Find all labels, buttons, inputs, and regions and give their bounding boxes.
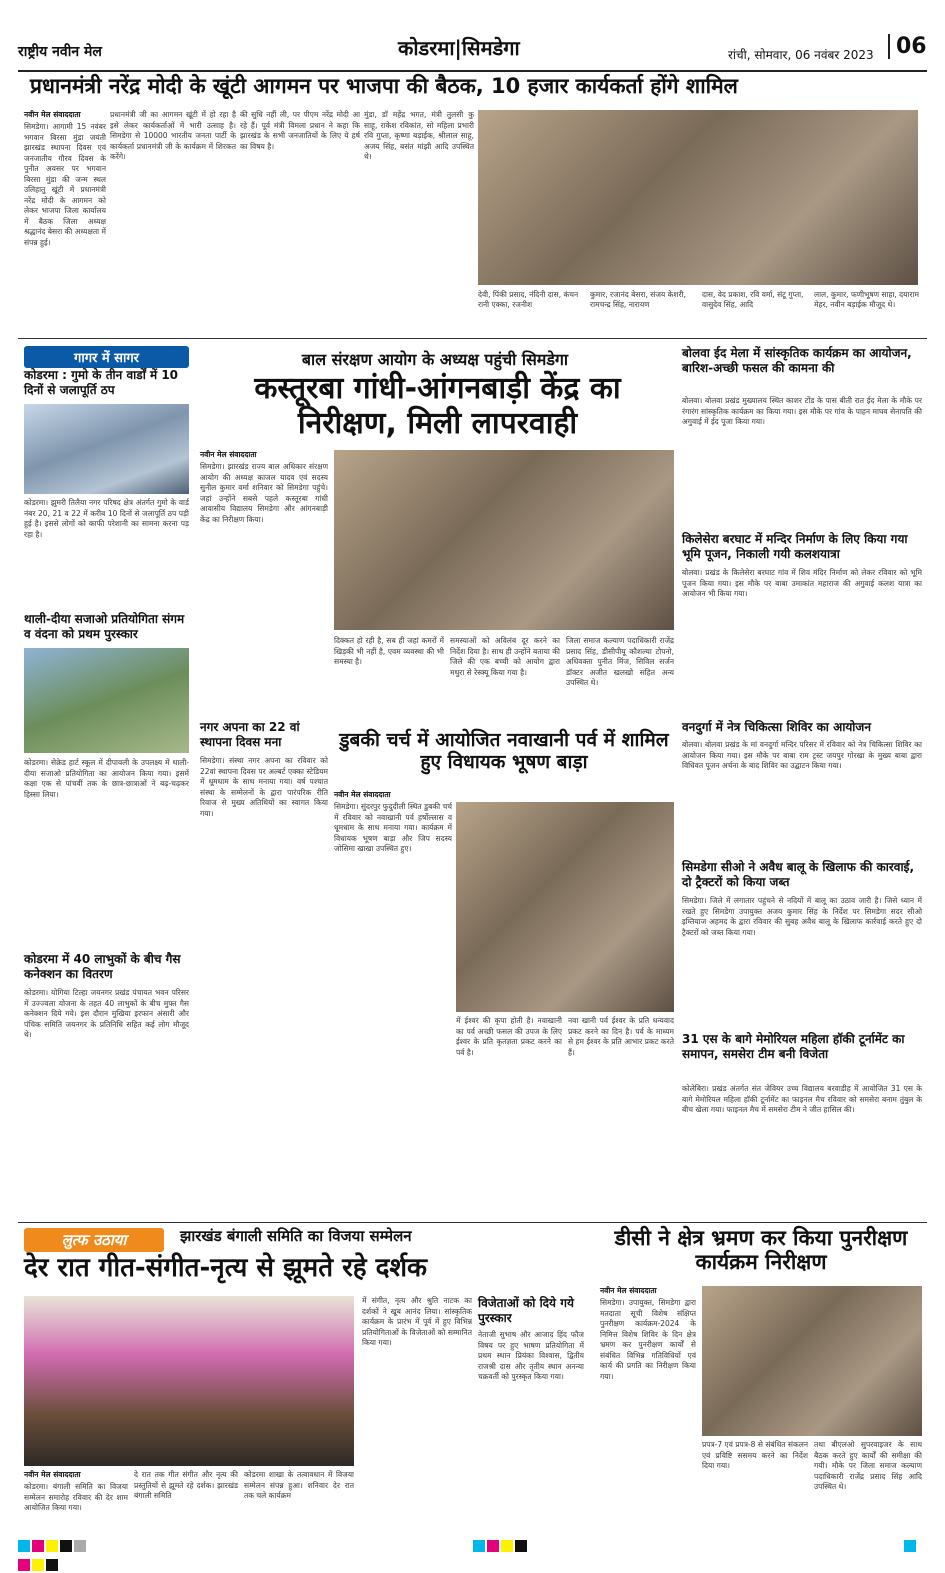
right-story-5-headline: 31 एस के बागे मेमोरियल महिला हॉकी टूर्नामेंट का समापन, समसेरा टीम बनी विजेता bbox=[682, 1032, 905, 1061]
center-text-1: सिमडेगा। झारखंड राज्य बाल अधिकार संरक्षण आयोग की अध्यक्ष काजल यादव एवं सदस्य सुनील कुमार वर्मा शनिवार को सिमडेगा पहुंचे। जहां उन्होंने सबसे पहले कस्तूरबा गांधी आवासीय विद्यालय सिमडेगा और आंगनबाड़ी केंद्र का निरीक्षण किया। bbox=[200, 462, 328, 524]
section-title: कोडरमा|सिमडेगा bbox=[398, 36, 520, 60]
bottom-right-text-2: प्रपत्र-7 एवं प्रपत्र-8 से संबंधित संकलन एवं प्रविष्टि ससमय करने का निर्देश दिया गया। bbox=[702, 1440, 808, 1470]
left-story-3-headline: कोडरमा में 40 लाभुकों के बीच गैस कनेक्शन का वितरण bbox=[24, 952, 181, 981]
right-story-1-headline: बोलवा ईद मेला में सांस्कृतिक कार्यक्रम का आयोजन, बारिश-अच्छी फसल की कामना की bbox=[682, 346, 912, 375]
bottom-left-subhead: झारखंड बंगाली समिति का विजया सम्मेलन bbox=[180, 1227, 412, 1245]
lead-col-2: प्रधानमंत्री जी का आगमन खूंटी में हो रहा है इसे लेकर कार्यकर्ताओं में भारी उत्साह है। सिमडेगा से 10000 भारतीय जनता पार्टी के कार्यकर्ता प्रधानमंत्री जी के कार्यक्रम में शिरकत करेंगे। bbox=[110, 110, 236, 161]
right-story-3-headline: वनदुर्गा में नेत्र चिकित्सा शिविर का आयोजन bbox=[682, 720, 871, 734]
bottom-left-byline: नवीन मेल संवाददाता bbox=[24, 1470, 81, 1479]
lead-caption-2: कुमार, रजानंद बेसरा, संजय केशरी, रामचन्द्र सिंह, नारायण bbox=[590, 290, 686, 309]
bottom-left-kicker: लुत्फ उठाया bbox=[24, 1228, 164, 1252]
bottom-right-text-1: सिमडेगा। उपायुक्त, सिमडेगा द्वारा मतदाता सूची विशेष संक्षिप्त पुनरीक्षण कार्यक्रम-2024 के निमित्त विशेष शिविर के दिन क्षेत्र भ्रमण कर पुनरीक्षण कार्यों से संबंधित विभिन्न गतिविधियों एवं कार्य की प्रगति का निरीक्षण किया गया। bbox=[600, 1298, 696, 1381]
lead-col-1: सिमडेगा। आगामी 15 नवंबर भगवान बिरसा मुंडा जयंती झारखंड स्थापना दिवस एवं जनजातीय गौरव दिवस के पुनीत अवसर पर भगवान बिरसा मुंडा की जन्म स्थल उलिहातु खूंटी में प्रधानमंत्री नरेंद्र मोदी के आगमन को लेकर भाजपा जिला कार्यालय में बैठक जिला अध्यक्ष श्रद्धानंद बेसरा की अध्यक्षता में संपन्न हुई। bbox=[24, 122, 106, 247]
bottom-left-text-2: दे रात तक गीत संगीत और नृत्य की प्रस्तुतियों से झूमते रहे दर्शक। झारखंड बंगाली समिति bbox=[134, 1470, 238, 1500]
masthead bbox=[18, 30, 927, 72]
bottom-right-headline: डीसी ने क्षेत्र भ्रमण कर किया पुनरीक्षण कार्यक्रम निरीक्षण bbox=[614, 1226, 908, 1275]
bottom-left-headline: देर रात गीत-संगीत-नृत्य से झूमते रहे दर्शक bbox=[24, 1253, 428, 1283]
bottom-left-text-4: में संगीत, नृत्य और श्रुति नाटक का दर्शकों ने खूब आनंद लिया। सांस्कृतिक कार्यक्रम के प्रारंभ में पूर्व में हुए विभिन्न प्रतियोगिताओं के विजेताओं को सम्मानित किया गया। bbox=[362, 1296, 472, 1347]
center-text-4: जिला समाज कल्याण पदाधिकारी राजेंद्र प्रसाद सिंह, डीसीपीयू कौशल्या टोपनो, अधिवक्ता पुनीत मिंज, सिविल सर्जन डॉक्टर अजीत खलखो सहित अन्य उपस्थित थे। bbox=[566, 636, 674, 687]
right-story-5-text: कोलेबिरा। प्रखंड अंतर्गत संत जेवियर उच्च विद्यालय बरवाडीह में आयोजित 31 एस के बागे मेमोरियल महिला हॉकी टूर्नामेंट का फाइनल मैच रविवार को समसेरा बनाम तुंबुल के बीच खेला गया। फाइनल मैच में समसेरा टीम ने जीत हासिल की। bbox=[682, 1084, 922, 1114]
church-text-3: नवा खानी पर्व ईश्वर के प्रति धन्यवाद प्रकट करने का दिन है। पर्व के माध्यम से हम ईश्वर के प्रति आभार प्रकट करते हैं। bbox=[568, 1016, 674, 1057]
issue-date: रांची, सोमवार, 06 नवंबर 2023 bbox=[728, 48, 874, 62]
lead-caption-1: देवी, पिंकी प्रसाद, नंदिनी दास, कंचन रानी एक्का, रजनीश bbox=[478, 290, 579, 309]
color-register-band bbox=[18, 1535, 927, 1551]
center-story-2-text: सिमडेगा। संस्था नगर अपना का रविवार को 22वां स्थापना दिवस पर अल्बर्ट एक्का स्टेडियम में धूमधाम के साथ मनाया गया। वर्ष पश्चात संस्था के सम्मेलनों के द्वारा पारंपरिक रीति रिवाज से मुख्य अतिथियों का स्वागत किया गया। bbox=[200, 756, 328, 818]
center-text-3: समस्याओं को अविलंब दूर करने का निर्देश दिया है। साथ ही उन्होंने बताया की जिले की एक बच्ची को आयोग द्वारा मथुरा से रेस्क्यू किया गया है। bbox=[450, 636, 560, 677]
left-story-1-headline: कोडरमा : गुमो के तीन वार्डों में 10 दिनों से जलापूर्ति ठप bbox=[24, 368, 179, 397]
lead-col-3: की सुधि नहीं ली, पर पीएम नरेंद्र मोदी आ रहे हैं। पूर्व मंत्री विमला प्रधान ने कहा कि झारखंड के सभी जनजातियों के लिए ये हर्ष का विषय है। bbox=[240, 110, 360, 151]
right-story-2-text: बोलवा। प्रखंड के किलेसेरा बरघाट गांव में शिव मंदिर निर्माण को लेकर रविवार को भूमि पूजन किया गया। इस मौके पर बाबा उमाकांत महाराज की अगुवाई कलश यात्रा का आयोजन भी किया गया। bbox=[682, 568, 922, 598]
water-tank-photo bbox=[24, 404, 189, 494]
newspaper-logo: राष्ट्रीय नवीन मेल bbox=[18, 44, 102, 60]
left-story-2-text: कोडरमा। सेक्रेड हार्ट स्कूल में दीपावली के उपलक्ष्य में थाली-दीया सजाओ प्रतियोगिता का आयोजन किया गया। इसमें कक्षा एक से पांचवीं तक के छात्र-छात्राओं ने बढ़-चढ़कर हिस्सा लिया। bbox=[24, 758, 189, 799]
lead-meeting-photo bbox=[478, 110, 918, 285]
bottom-right-byline: नवीन मेल संवाददाता bbox=[600, 1286, 657, 1295]
lead-headline: प्रधानमंत्री नरेंद्र मोदी के खूंटी आगमन पर भाजपा की बैठक, 10 हजार कार्यकर्ता होंगे शामिल bbox=[30, 74, 738, 98]
bottom-left-side-headline: विजेताओं को दिये गये पुरस्कार bbox=[478, 1296, 574, 1325]
right-story-2-headline: किलेसेरा बरघाट में मन्दिर निर्माण के लिए किया गया भूमि पूजन, निकाली गयी कलशयात्रा bbox=[682, 532, 908, 561]
dc-inspection-photo bbox=[702, 1286, 922, 1436]
bottom-left-text-1: कोडरमा। बंगाली समिति का विजया सम्मेलन समारोह रविवार की देर शाम आयोजित किया गया। bbox=[24, 1482, 128, 1512]
center-kicker: बाल संरक्षण आयोग के अध्यक्ष पहुंची सिमडेगा bbox=[200, 346, 670, 372]
church-text-1: सिमडेगा। सुंदरपुर फुदुदीली स्थित डुबकी चर्च में रविवार को नवाखानी पर्व हर्षोल्लास व धूमधाम के साथ मनाया गया। कार्यक्रम में विधायक भूषण बाड़ा और जिप सदस्य जोसिमा खाखा उपस्थित हुए। bbox=[334, 802, 452, 853]
inspection-photo bbox=[334, 450, 674, 630]
right-story-4-text: सिमडेगा। जिले में लगातार पहुंचने से नदियों में बालू का उठाव जारी है। जिसे ध्यान में रखते हुए सिमडेगा उपायुक्त अजय कुमार सिंह के निर्देश पर सिमडेगा सदर सीओ इम्तियाज अहमद के द्वारा रविवार की सुबह अवैध बालू के खिलाफ कार्रवाई करते हुए दो ट्रैक्टरों को जब्त किया गया। bbox=[682, 896, 922, 937]
divider bbox=[18, 338, 927, 339]
church-headline: डुबकी चर्च में आयोजित नवाखानी पर्व में शामिल हुए विधायक भूषण बाड़ा bbox=[339, 729, 669, 773]
church-byline: नवीन मेल संवाददाता bbox=[334, 790, 391, 799]
center-text-2: दिक्कत हो रही है, सब ही जहां कमरों में खिड़की भी नहीं है, एवम व्यवस्था की भी समस्या है। bbox=[334, 636, 444, 666]
left-story-1-text: कोडरमा। झुमरी तिलैया नगर परिषद क्षेत्र अंतर्गत गुमो के वार्ड नंबर 20, 21 व 22 में करीब 10 दिनों से जलापूर्ति ठप पड़ी हुई है। इससे लोगों को काफी परेशानी का सामना करना पड़ रहा है। bbox=[24, 498, 189, 539]
center-byline: नवीन मेल संवाददाता bbox=[200, 450, 257, 459]
left-story-2-headline: थाली-दीया सजाओ प्रतियोगिता संगम व वंदना को प्रथम पुरस्कार bbox=[24, 612, 185, 641]
church-photo bbox=[456, 802, 674, 1012]
lead-caption-4: लाल, कुमार, फणीभूषण साहा, दयाराम मेहर, नवीन बड़ाईक मौजूद थे। bbox=[814, 290, 919, 309]
right-story-1-text: बोलवा। बोलवा प्रखंड मुख्यालय स्थित काशर टोंड के पास बीती रात ईद मेला के मौके पर रंगारंग सांस्कृतिक कार्यक्रम का किया गया। इस मौके पर गांव के पाहन माघव सेनापति की अगुवाई में ईद पूजा किया गया। bbox=[682, 396, 922, 426]
students-photo bbox=[24, 648, 189, 753]
left-kicker: गागर में सागर bbox=[24, 346, 189, 368]
page-number: 06 bbox=[888, 34, 927, 59]
cultural-program-photo bbox=[24, 1296, 354, 1466]
right-story-3-text: बोलवा। बोलवा प्रखंड के मां वनदुर्गा मन्दिर परिसर में रविवार को नेत्र चिकित्सा शिविर का आयोजन किया गया। इस मौके पर बाबा राम ट्रस्ट जयपुर गोरखा के मुख्य बाबा द्वारा विधिवत पूजन अर्चना के बाद शिविर का उद्घाटन किया गया। bbox=[682, 740, 922, 770]
divider bbox=[18, 1222, 927, 1223]
church-text-2: में ईश्वर की कृपा होती है। नवाखानी का पर्व अच्छी फसल की उपज के लिए ईश्वर के प्रति कृतज्ञता प्रकट करने का पर्व है। bbox=[456, 1016, 562, 1057]
lead-byline: नवीन मेल संवाददाता bbox=[24, 110, 81, 119]
right-story-4-headline: सिमडेगा सीओ ने अवैध बालू के खिलाफ की कारवाई, दो ट्रैक्टरों को किया जब्त bbox=[682, 860, 914, 889]
lead-caption-3: दास, वेद प्रकाश, रवि वर्मा, संटू गुप्ता, वासुदेव सिंह, आदि bbox=[702, 290, 804, 309]
left-story-3-text: कोडरमा। योगिया टिल्हा जयनगर प्रखंड पंचायत भवन परिसर में उज्ज्वला योजना के तहत 40 लाभुकों के बीच मुफ्त गैस कनेक्शन दिये गये। इस दौरान मुखिया इरफान अंसारी और पंचिक समिति जयनगर के प्रतिनिधि सहित कई लोग मौजूद थे। bbox=[24, 988, 189, 1039]
center-headline: कस्तूरबा गांधी-आंगनबाड़ी केंद्र का निरीक्षण, मिली लापरवाही bbox=[254, 371, 621, 441]
lead-col-4: मुंडा, डॉ महेंद्र भगत, मंत्री तुलसी कु साहू, राकेश रविकांत, सो महिला प्रभारी रवि गुप्ता, कृष्णा बड़ाईक, श्रीलाल साहू, अजय सिंह, बसंत मांझी आदि उपस्थित थे। bbox=[364, 110, 474, 161]
bottom-left-side-text: नेताजी सुभाष और आजाद हिंद फौज विषय पर हुए भाषण प्रतियोगिता में प्रथम स्थान प्रियंका विश्वास, द्वितीय राजश्री दास और तृतीय स्थान अनन्या चक्रवर्ती को पुरस्कृत किया गया। bbox=[478, 1330, 584, 1381]
center-story-2-headline: नगर अपना का 22 वां स्थापना दिवस मना bbox=[200, 720, 300, 749]
bottom-left-text-3: कोडरमा शाखा के तत्वावधान में विजया सम्मेलन संपन्न हुआ। शनिवार देर रात तक चले कार्यक्रम bbox=[244, 1470, 354, 1500]
bottom-right-text-3: तथा बीएलओ सुपरवाइजर के साथ बैठक करते हुए कार्यों की समीक्षा की गयी। मौके पर जिला समाज कल्याण पदाधिकारी राजेंद्र प्रसाद सिंह आदि उपस्थित थे। bbox=[814, 1440, 922, 1491]
